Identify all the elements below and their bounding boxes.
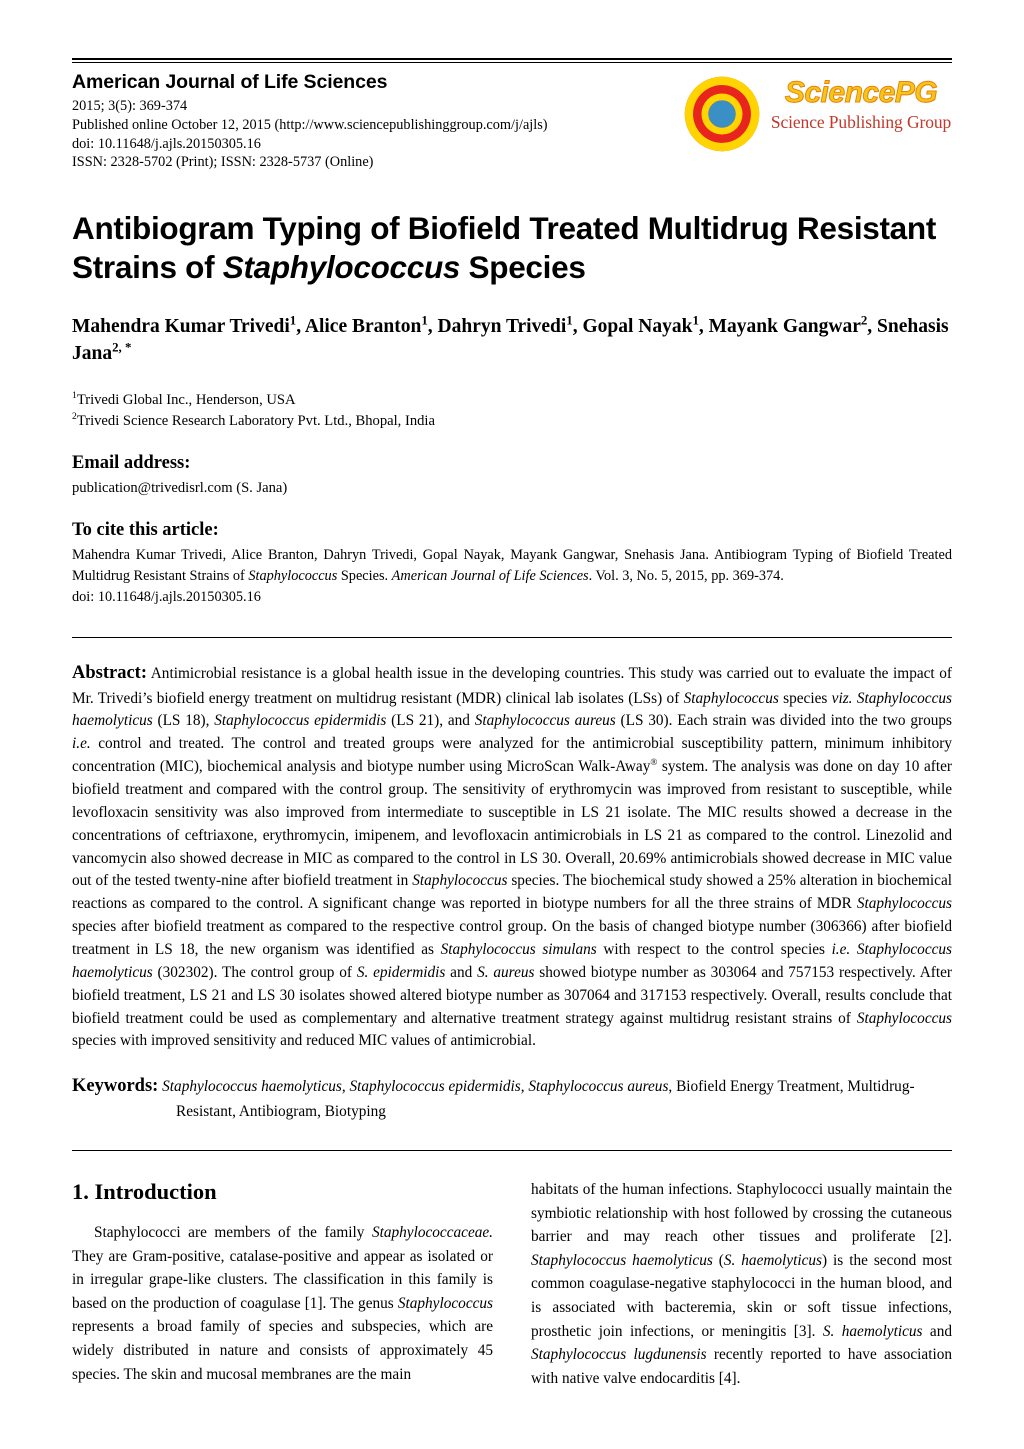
logo-text-group [770, 78, 952, 132]
abstract-i9: i.e. Staphylococcus haemolyticus [72, 940, 952, 981]
citation-doi: doi: 10.11648/j.ajls.20150305.16 [72, 589, 261, 606]
keywords-label: Keywords: [72, 1076, 159, 1097]
affiliation-list [72, 390, 952, 432]
keyword-item: Staphylococcus haemolyticus [162, 1078, 342, 1096]
intro-left-i2: Staphylococcus [397, 1294, 493, 1312]
citation-authors: Mahendra Kumar Trivedi, Alice Branton, Dahryn Trivedi, Gopal Nayak, Mayank Gangwar, Snehasis Jana. Antibiogram Typing of Biofield Treated Multidrug Resistant Strains of [72, 546, 952, 584]
author-sup-4: 1 [692, 313, 699, 328]
intro-right-s2: ( [712, 1251, 724, 1269]
author-sup-1: 1 [289, 313, 297, 328]
intro-left-s2: They are Gram-positive, catalase-positive and appear as isolated or in irregular grape-like clusters. The classification in this family is based on the production of coagulase [1]. The genus [72, 1247, 493, 1312]
abstract-i11: S. aureus [477, 963, 535, 981]
title-italic-genus: Staphylococcus [222, 249, 461, 285]
masthead [72, 72, 952, 172]
intro-right-s5: recently reported to have association with native valve endocarditis [4]. [531, 1346, 953, 1387]
intro-right-i1: Staphylococcus haemolyticus [531, 1251, 713, 1269]
issn-line: ISSN: 2328-5702 (Print); ISSN: 2328-5737 (Online) [72, 154, 374, 171]
email-address[interactable]: publication@trivedisrl.com (S. Jana) [72, 480, 288, 497]
keywords-block [72, 1073, 952, 1124]
abstract-s1: Antimicrobial resistance is a global health issue in the developing countries. This study was carried out to evaluate the impact of Mr. Trivedi’s biofield energy treatment on multidrug resistant (MDR) clinical lab isolates (LSs) of [72, 664, 952, 707]
keywords-sep-1: , [341, 1078, 350, 1096]
abstract-i4: Staphylococcus aureus [474, 712, 616, 730]
abstract-i7: Staphylococcus [856, 895, 952, 913]
email-heading: Email address: [72, 453, 191, 474]
abstract-s5: (LS 30). Each strain was divided into the two groups [615, 712, 952, 730]
abstract-registered-mark: ® [650, 756, 658, 767]
doi-line: doi: 10.11648/j.ajls.20150305.16 [72, 135, 261, 152]
author-sup-2: 1 [421, 313, 428, 328]
column-right [531, 1178, 952, 1391]
author-sup-6: 2, * [112, 340, 132, 355]
intro-left-s3: represents a broad family of species and subspecies, which are widely distributed in nature and consists of approximately 45 species. The skin and mucosal membranes are the main [72, 1318, 493, 1383]
abstract-s10: with respect to the control species [596, 940, 832, 958]
abstract-s9: species after biofield treatment as compared to the respective control group. On the basis of changed biotype number (306366) after biofield treatment in LS 18, the new organism was identified as [72, 918, 952, 958]
affiliation-marker: 1 [72, 390, 77, 402]
author-sup-5: 2 [860, 313, 868, 328]
title-part-1: Antibiogram Typing of Biofield Treated Multidrug Resistant Strains of [72, 210, 937, 285]
citation-genus: Staphylococcus [248, 567, 338, 584]
page-content [72, 0, 952, 1391]
author-list: Mahendra Kumar Trivedi$^1$, Alice Branton$^1$, Dahryn Trivedi$^1$, Gopal Nayak$^1$, Mayank Gangwar$^2$, Snehasis Jana$^{2, *}$ [72, 313, 949, 365]
abstract-s7: system. The analysis was done on day 10 after biofield treatment and compared with the control group. The sensitivity of erythromycin was improved from resistant to susceptible, while levofloxacin sensitivity was also improved from intermediate to susceptible in LS 21 isolate. The MIC results showed a decrease in the concentrations of ceftriaxone, erythromycin, imipenem, and levofloxacin antimicrobials in LS 21 as compared to the control. Linezolid and vancomycin also showed decrease in MIC as compared to the control in LS 30. Overall, 20.69% antimicrobials showed decrease in MIC value out of the tested twenty-nine after biofield treatment in [72, 758, 953, 890]
intro-paragraph-right [531, 1178, 952, 1391]
page-title [72, 209, 952, 286]
abstract-s4: (LS 21), and [386, 712, 475, 730]
volume-issue-pages: 2015; 3(5): 369-374 [72, 97, 188, 114]
keywords-rest: , Biofield Energy Treatment, Multidrug-Resistant, Antibiogram, Biotyping [176, 1078, 915, 1120]
abstract-s13: showed biotype number as 303064 and 757153 respectively. After biofield treatment, LS 21 and LS 30 isolates showed altered biotype number as 307064 and 317153 respectively. Overall, results conclude that biofield treatment could be used as complementary and alternative treatment strategy against multidrug resistant strains of [72, 963, 952, 1027]
intro-left-s1: Staphylococci are members of the family [94, 1223, 372, 1241]
logo-brand: SciencePG [784, 76, 938, 109]
logo-tagline: Science Publishing Group [770, 112, 952, 132]
abstract-label: Abstract: [72, 662, 148, 683]
abstract-s11: (302302). The control group of [152, 963, 357, 981]
affiliation-text: Trivedi Global Inc., Henderson, USA [76, 392, 296, 409]
abstract-i10: S. epidermidis [356, 963, 446, 981]
intro-paragraph-left [72, 1221, 493, 1386]
title-part-2: Species [460, 249, 586, 285]
abstract-s14: species with improved sensitivity and reduced MIC values of antimicrobial. [72, 1032, 536, 1050]
abstract-i6: Staphylococcus [412, 872, 508, 890]
intro-right-i4: Staphylococcus lugdunensis [531, 1346, 707, 1364]
intro-right-i2: S. haemolyticus [723, 1251, 822, 1269]
author-sup-3: 1 [566, 313, 573, 328]
abstract-i3: Staphylococcus epidermidis [214, 712, 387, 730]
body-columns [72, 1178, 952, 1391]
keyword-item: Staphylococcus aureus [528, 1078, 669, 1096]
abstract-s3: (LS 18), [152, 712, 215, 730]
cite-heading: To cite this article: [72, 519, 219, 540]
intro-top-rule [72, 1150, 952, 1151]
intro-right-s3: ) is the second most common coagulase-negative staphylococci in the human blood, and is associated with bacteremia, skin or soft tissue infections, prosthetic join infections, or meningitis [3]. [531, 1251, 952, 1340]
affiliation-item [72, 411, 952, 432]
journal-title: American Journal of Life Sciences [72, 71, 388, 93]
abstract-top-rule [72, 637, 952, 638]
keyword-item: Staphylococcus epidermidis [349, 1078, 521, 1096]
citation-text [72, 545, 952, 609]
intro-right-i3: S. haemolyticus [822, 1322, 923, 1340]
affiliation-marker: 2 [72, 411, 77, 423]
abstract-s6: control and treated. The control and treated groups were analyzed for the antimicrobial susceptibility pattern, minimum inhibitory concentration (MIC), biochemical analysis and biotype number using MicroScan Walk-Away [72, 735, 952, 776]
intro-right-s4: and [922, 1322, 952, 1340]
intro-left-i1: Staphylococcaceae. [371, 1223, 493, 1241]
affiliation-item [72, 390, 952, 411]
abstract-i8: Staphylococcus simulans [440, 940, 597, 958]
abstract-i5: i.e. [72, 735, 91, 753]
citation-journal: American Journal of Life Sciences [391, 567, 589, 584]
abstract-s8: species. The biochemical study showed a 25% alteration in biochemical reactions as compared to the control. A significant change was reported in biotype numbers for all the three strains of MDR [72, 872, 952, 913]
top-rule [72, 58, 952, 63]
intro-right-s1: habitats of the human infections. Staphylococci usually maintain the symbiotic relationship with host followed by crossing the cutaneous barrier and may reach other tissues and proliferate [2]. [531, 1180, 952, 1246]
published-online-line: Published online October 12, 2015 (http://www.sciencepublishinggroup.com/j/ajls) [72, 116, 548, 133]
affiliation-text: Trivedi Science Research Laboratory Pvt. Ltd., Bhopal, India [76, 413, 435, 430]
citation-mid: Species. [337, 567, 392, 584]
column-left [72, 1178, 493, 1391]
abstract-i2: viz. Staphylococcus haemolyticus [72, 689, 952, 730]
abstract-i12: Staphylococcus [856, 1009, 952, 1027]
publisher-logo [684, 74, 952, 158]
abstract-block [72, 660, 952, 1053]
section-heading-introduction: 1. Introduction [72, 1178, 217, 1204]
citation-tail: . Vol. 3, No. 5, 2015, pp. 369-374. [588, 567, 784, 584]
sciencepg-target-icon [684, 76, 760, 152]
abstract-i1: Staphylococcus [683, 689, 779, 707]
keywords-sep-2: , [520, 1078, 529, 1096]
abstract-s12: and [445, 963, 478, 981]
abstract-s2: species [778, 689, 832, 707]
